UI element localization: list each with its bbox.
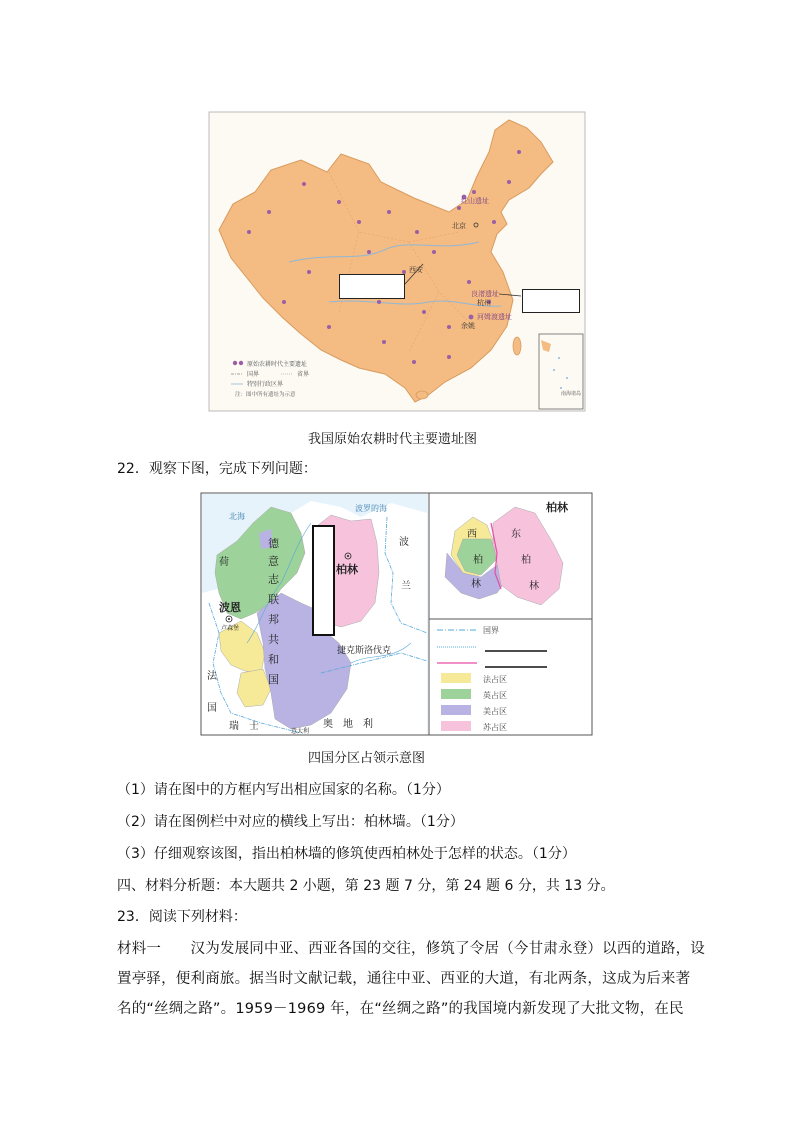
material-1-line-2: 置亭驿，便利商旅。据当时文献记载，通往中亚、西亚的大道，有北两条，这成为后来著 [117, 971, 691, 987]
label-xian: 西安 [409, 266, 423, 274]
svg-text:林: 林 [471, 579, 481, 590]
svg-text:原始农耕时代主要遗址: 原始农耕时代主要遗址 [247, 361, 308, 368]
svg-text:西: 西 [467, 529, 477, 540]
question-23-title: 23．阅读下列材料： [117, 909, 247, 925]
china-caption-wrapper [308, 428, 498, 447]
svg-text:东: 东 [511, 529, 521, 540]
question-22-2: （2）请在图例栏中对应的横线上写出：柏林墙。（1分） [117, 814, 464, 830]
label-austria: 奥 地 利 [323, 719, 373, 730]
svg-text:志: 志 [268, 573, 279, 586]
svg-text:德: 德 [268, 537, 279, 550]
label-hemudu: 河姆渡遗址 [477, 313, 512, 321]
svg-text:注：图中所有遗址为示意: 注：图中所有遗址为示意 [235, 392, 296, 398]
germany-map [201, 493, 592, 735]
label-beijing: 北京 [452, 222, 466, 230]
label-baltic-sea: 波罗的海 [355, 504, 387, 513]
svg-text:联: 联 [268, 593, 279, 606]
germany-map-figure [201, 493, 592, 735]
material-1-line-1: 材料一 汉为发展同中亚、西亚各国的交往，修筑了令居（今甘肃永登）以西的道路，设 [117, 941, 705, 957]
germany-caption: 四国分区占领示意图 [308, 751, 426, 766]
answer-box-vertical[interactable] [312, 525, 335, 636]
label-netherlands: 荷 [219, 557, 229, 568]
svg-text:特别行政区界: 特别行政区界 [247, 381, 284, 388]
svg-text:和: 和 [268, 653, 279, 666]
svg-text:国界: 国界 [483, 626, 499, 635]
svg-text:英占区: 英占区 [483, 691, 507, 700]
answer-box-left[interactable] [339, 274, 405, 299]
question-22-3: （3）仔细观察该图，指出柏林墙的修筑使西柏林处于怎样的状态。（1分） [117, 846, 576, 862]
svg-text:南海诸岛: 南海诸岛 [561, 391, 582, 397]
label-france-2: 国 [207, 703, 217, 714]
label-hongshan: 红山遗址 [461, 197, 489, 205]
china-map-figure [209, 112, 585, 411]
section-4-heading: 四、材料分析题：本大题共 2 小题，第 23 题 7 分，第 24 题 6 分，共 13 分。 [117, 878, 615, 894]
label-luxembourg: 卢森堡 [221, 625, 240, 632]
label-yuyao: 余姚 [461, 322, 475, 330]
svg-text:国: 国 [268, 673, 279, 686]
label-north-sea: 北海 [229, 512, 245, 521]
material-1-line-3: 名的“丝绸之路”。1959－1969 年，在“丝绸之路”的我国境内新发现了大批文物，在民 [117, 1001, 684, 1017]
answer-box-right[interactable] [522, 289, 580, 313]
china-caption: 我国原始农耕时代主要遗址图 [308, 432, 478, 447]
berlin-inset-title: 柏林 [546, 501, 568, 514]
label-italy: 意大利 [291, 728, 310, 735]
svg-text:美占区: 美占区 [483, 707, 507, 716]
svg-text:共: 共 [268, 633, 279, 646]
label-poland-2: 兰 [401, 581, 411, 592]
svg-text:意: 意 [268, 555, 279, 568]
question-22-1: （1）请在图中的方框内写出相应国家的名称。（1分） [117, 782, 450, 798]
svg-text:法占区: 法占区 [483, 675, 507, 684]
svg-text:邦: 邦 [268, 613, 279, 626]
svg-text:柏: 柏 [473, 555, 483, 566]
svg-text:柏: 柏 [521, 555, 531, 566]
label-czech: 捷克斯洛伐克 [337, 646, 392, 656]
label-hangzhou: 杭州 [477, 299, 491, 307]
label-liangzhu: 良渚遗址 [471, 290, 499, 298]
question-22-title: 22．观察下图，完成下列问题： [117, 461, 317, 477]
label-bonn: 波恩 [219, 601, 241, 614]
label-france-1: 法 [207, 671, 217, 682]
germany-caption-wrapper [308, 747, 498, 766]
svg-text:苏占区: 苏占区 [483, 723, 507, 732]
svg-text:省界: 省界 [297, 371, 310, 378]
label-poland-1: 波 [399, 537, 409, 548]
label-switzerland: 瑞 士 [229, 721, 259, 732]
china-map [209, 112, 585, 411]
svg-text:林: 林 [529, 581, 539, 592]
svg-text:国界: 国界 [247, 371, 260, 378]
label-berlin: 柏林 [336, 563, 358, 576]
